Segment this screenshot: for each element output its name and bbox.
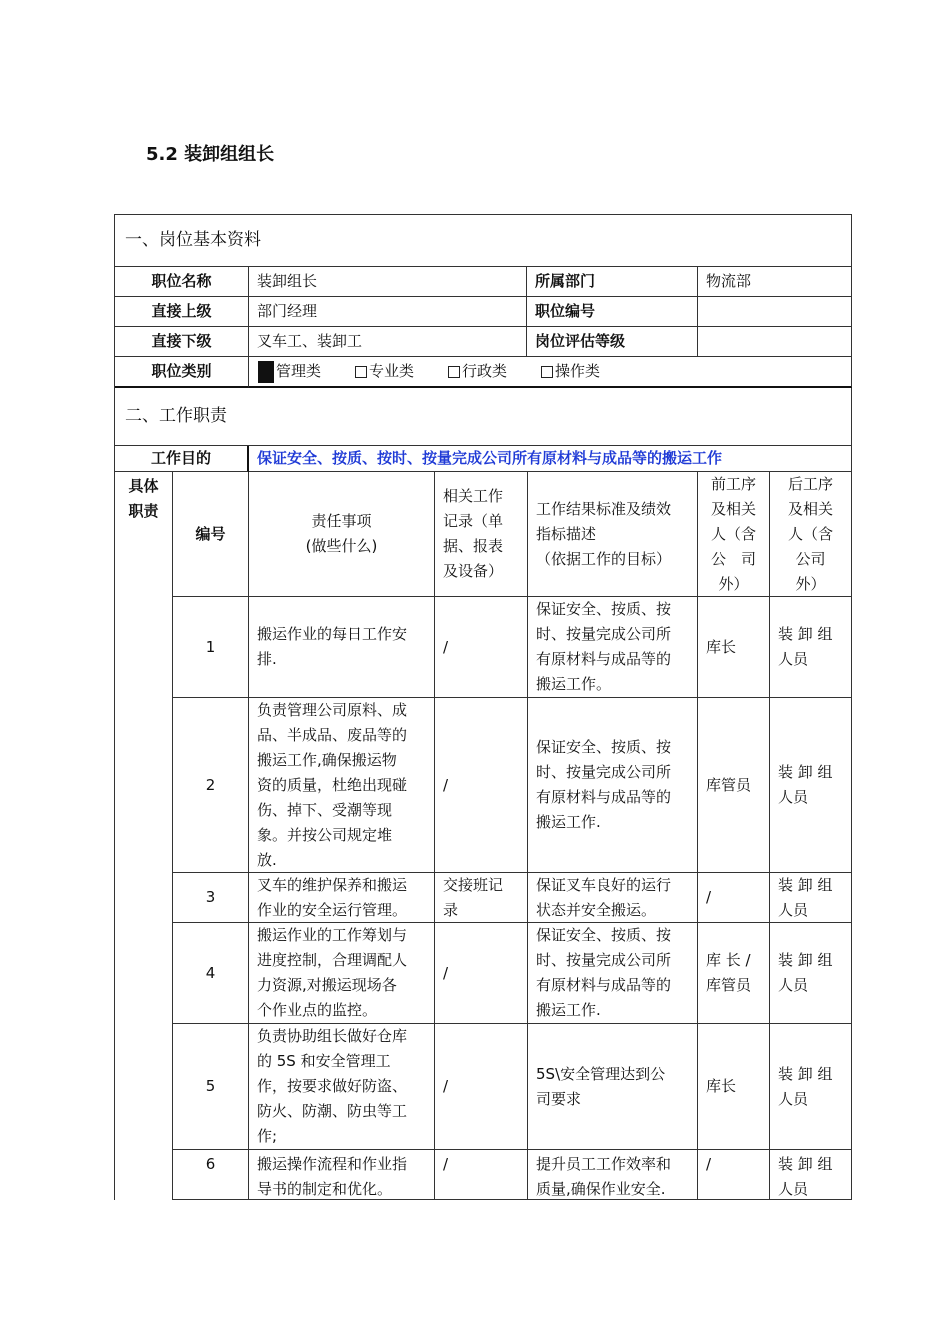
category-label: 职位类别 — [115, 357, 249, 388]
superior-value: 部门经理 — [249, 297, 527, 327]
duty-next: 装 卸 组 人员 — [770, 1024, 852, 1150]
duty-task: 搬运作业的工作筹划与 进度控制，合理调配人 力资源,对搬运现场各 个作业点的监控。 — [249, 923, 435, 1024]
duty-previous: 库长 — [698, 597, 770, 698]
subordinate-value: 叉车工、装卸工 — [249, 327, 527, 357]
duty-standard: 保证安全、按质、按 时、按量完成公司所 有原材料与成品等的 搬运工作. — [528, 923, 698, 1024]
duty-next: 装 卸 组 人员 — [770, 873, 852, 923]
duty-number: 3 — [172, 873, 249, 923]
job-description-table — [114, 214, 852, 1200]
checkbox-empty-icon[interactable] — [355, 366, 367, 378]
duty-standard: 保证叉车良好的运行 状态并安全搬运。 — [528, 873, 698, 923]
category-professional[interactable]: 专业类 — [355, 359, 414, 384]
category-management[interactable]: 管理类 — [258, 359, 321, 384]
duty-records: / — [435, 923, 528, 1024]
duty-standard: 保证安全、按质、按 时、按量完成公司所 有原材料与成品等的 搬运工作. — [528, 698, 698, 873]
duty-previous: / — [698, 1150, 770, 1200]
category-administrative[interactable]: 行政类 — [448, 359, 507, 384]
duty-next: 装 卸 组 人员 — [770, 698, 852, 873]
duty-number: 4 — [172, 923, 249, 1024]
header-number: 编号 — [172, 472, 249, 597]
grade-value — [698, 327, 852, 357]
duty-number: 1 — [172, 597, 249, 698]
duty-number: 6 — [172, 1150, 249, 1200]
department-label: 所属部门 — [527, 267, 698, 297]
duty-next: 装 卸 组 人员 — [770, 1150, 852, 1200]
grade-label: 岗位评估等级 — [527, 327, 698, 357]
section-duties-title: 二、工作职责 — [115, 388, 852, 446]
position-code-value — [698, 297, 852, 327]
category-operational[interactable]: 操作类 — [541, 359, 600, 384]
duty-records: 交接班记 录 — [435, 873, 528, 923]
duty-task: 负责协助组长做好仓库 的 5S 和安全管理工 作，按要求做好防盗、 防火、防潮、防虫等工 作; — [249, 1024, 435, 1150]
department-value: 物流部 — [698, 267, 852, 297]
purpose-text: 保证安全、按质、按时、按量完成公司所有原材料与成品等的搬运工作 — [249, 446, 852, 472]
duty-records: / — [435, 1024, 528, 1150]
header-standard: 工作结果标准及绩效 指标描述 （依据工作的目标） — [528, 472, 698, 597]
duty-number: 5 — [172, 1024, 249, 1150]
duty-task: 叉车的维护保养和搬运 作业的安全运行管理。 — [249, 873, 435, 923]
checkbox-empty-icon[interactable] — [541, 366, 553, 378]
duty-number: 2 — [172, 698, 249, 873]
duties-side-label: 具体 职责 — [128, 477, 159, 520]
duty-standard: 提升员工工作效率和 质量,确保作业安全. — [528, 1150, 698, 1200]
duty-next: 装 卸 组 人员 — [770, 923, 852, 1024]
duty-records: / — [435, 597, 528, 698]
section-basic-info-title: 一、岗位基本资料 — [115, 214, 852, 267]
header-next-process: 后工序 及相关 人（含 公司 外） — [770, 472, 852, 597]
position-name-value: 装卸组长 — [249, 267, 527, 297]
duty-next: 装 卸 组 人员 — [770, 597, 852, 698]
header-task: 责任事项 (做些什么) — [249, 472, 435, 597]
duty-standard: 保证安全、按质、按 时、按量完成公司所 有原材料与成品等的 搬运工作。 — [528, 597, 698, 698]
position-code-label: 职位编号 — [527, 297, 698, 327]
checkbox-empty-icon[interactable] — [448, 366, 460, 378]
position-name-label: 职位名称 — [115, 267, 249, 297]
purpose-label: 工作目的 — [115, 446, 249, 472]
duty-standard: 5S\安全管理达到公 司要求 — [528, 1024, 698, 1150]
duty-records: / — [435, 698, 528, 873]
duty-task: 搬运操作流程和作业指 导书的制定和优化。 — [249, 1150, 435, 1200]
duty-task: 搬运作业的每日工作安 排. — [249, 597, 435, 698]
duty-previous: 库管员 — [698, 698, 770, 873]
header-previous-process: 前工序 及相关 人（含 公 司 外） — [698, 472, 770, 597]
checkbox-checked-icon[interactable] — [258, 361, 274, 383]
duty-previous: 库 长 / 库管员 — [698, 923, 770, 1024]
duty-previous: / — [698, 873, 770, 923]
document-heading: 5.2 装卸组组长 — [146, 144, 275, 165]
duty-previous: 库长 — [698, 1024, 770, 1150]
duty-records: / — [435, 1150, 528, 1200]
superior-label: 直接上级 — [115, 297, 249, 327]
header-records: 相关工作 记录（单 据、报表 及设备） — [435, 472, 528, 597]
subordinate-label: 直接下级 — [115, 327, 249, 357]
category-options — [249, 357, 852, 388]
duty-task: 负责管理公司原料、成 品、半成品、废品等的 搬运工作,确保搬运物 资的质量，杜绝出现碰 伤、掉下、受潮等现 象。并按公司规定堆 放. — [249, 698, 435, 873]
